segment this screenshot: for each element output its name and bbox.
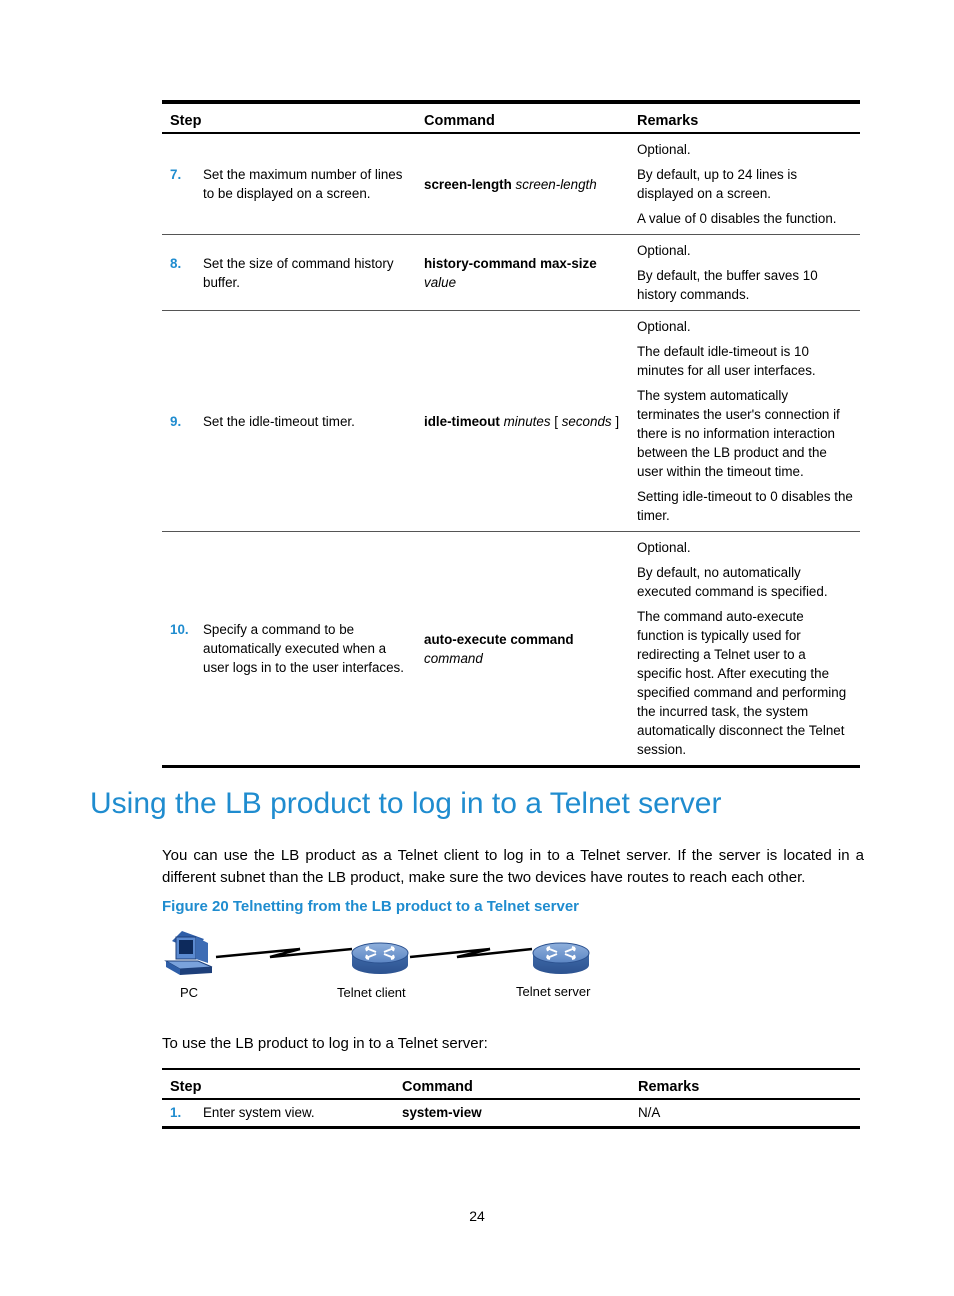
command-cell bbox=[416, 133, 629, 235]
remark-text: By default, no automatically executed command is specified. bbox=[637, 565, 828, 599]
router-icon bbox=[352, 943, 408, 974]
remarks-cell bbox=[629, 311, 860, 532]
step-description: Set the idle-timeout timer. bbox=[203, 413, 355, 429]
serial-link bbox=[410, 949, 532, 957]
command-cell bbox=[416, 235, 629, 311]
remark-text: By default, the buffer saves 10 history commands. bbox=[637, 268, 818, 302]
figure-caption: Figure 20 Telnetting from the LB product to a Telnet server bbox=[162, 898, 579, 915]
table-row bbox=[162, 235, 860, 311]
table-row bbox=[162, 1099, 860, 1127]
remark-text: Setting idle-timeout to 0 disables the timer. bbox=[637, 489, 853, 523]
command-keyword: system-view bbox=[402, 1105, 482, 1121]
command-argument: minutes bbox=[503, 413, 551, 429]
command-cell bbox=[394, 1099, 630, 1127]
command-keyword: screen-length bbox=[424, 176, 512, 192]
command-cell bbox=[416, 532, 629, 767]
header-command: Command bbox=[416, 102, 629, 133]
remark-text: The default idle-timeout is 10 minutes for all user interfaces. bbox=[637, 344, 816, 378]
step-cell bbox=[162, 311, 416, 532]
step-cell bbox=[162, 133, 416, 235]
command-cell bbox=[416, 311, 629, 532]
procedure-intro: To use the LB product to log in to a Telnet server: bbox=[162, 1035, 488, 1052]
pc-label: PC bbox=[180, 985, 199, 1000]
remark-text: Optional. bbox=[637, 319, 691, 334]
table-header-row bbox=[162, 1069, 860, 1099]
table-row bbox=[162, 311, 860, 532]
header-step: Step bbox=[162, 1069, 394, 1099]
table-header-row bbox=[162, 102, 860, 133]
step-cell bbox=[162, 1099, 394, 1127]
optional-close-bracket: ] bbox=[615, 413, 620, 429]
step-description: Set the maximum number of lines to be displayed on a screen. bbox=[203, 167, 403, 201]
table-row bbox=[162, 133, 860, 235]
step-description: Enter system view. bbox=[203, 1105, 315, 1121]
remark-text: The system automatically terminates the user's connection if there is no information interaction between the LB product and the user within the timeout time. bbox=[637, 388, 840, 479]
command-keyword: idle-timeout bbox=[424, 413, 500, 429]
remark-text: N/A bbox=[638, 1105, 661, 1121]
config-steps-table bbox=[162, 100, 860, 768]
section-heading: Using the LB product to log in to a Telnet server bbox=[90, 787, 722, 820]
step-number: 10. bbox=[170, 622, 189, 637]
remark-text: A value of 0 disables the function. bbox=[637, 211, 837, 226]
command-argument: seconds bbox=[561, 413, 612, 429]
remark-text: By default, up to 24 lines is displayed on a screen. bbox=[637, 167, 798, 201]
step-number: 9. bbox=[170, 413, 182, 429]
command-argument: screen-length bbox=[515, 176, 597, 192]
remark-text: Optional. bbox=[637, 540, 691, 555]
step-description: Set the size of command history buffer. bbox=[203, 255, 394, 290]
command-argument: value bbox=[424, 274, 457, 290]
command-keyword: history-command max-size bbox=[424, 255, 597, 271]
header-step: Step bbox=[162, 102, 416, 133]
remark-text: Optional. bbox=[637, 243, 691, 258]
remark-text: Optional. bbox=[637, 142, 691, 157]
step-number: 8. bbox=[170, 255, 182, 271]
page-number: 24 bbox=[469, 1208, 485, 1224]
optional-open-bracket: [ bbox=[554, 413, 558, 429]
telnet-client-label: Telnet client bbox=[337, 985, 406, 1000]
remarks-cell bbox=[629, 133, 860, 235]
remarks-cell bbox=[630, 1099, 860, 1127]
network-diagram bbox=[160, 925, 620, 1010]
command-argument: command bbox=[424, 650, 483, 666]
remark-text: The command auto-execute function is typically used for redirecting a Telnet user to a specific host. After executing the specified command and performing the incurred task, the system automatically disconnect the Telnet session. bbox=[637, 609, 847, 757]
header-remarks: Remarks bbox=[630, 1069, 860, 1099]
login-steps-table bbox=[162, 1068, 860, 1129]
remarks-cell bbox=[629, 532, 860, 767]
step-number: 7. bbox=[170, 167, 182, 182]
serial-link bbox=[216, 949, 352, 957]
pc-icon bbox=[166, 931, 212, 975]
step-cell bbox=[162, 532, 416, 767]
intro-paragraph: You can use the LB product as a Telnet client to log in to a Telnet server. If the server is located in a different subnet than the LB product, make sure the two devices have routes to reach each other. bbox=[162, 847, 864, 886]
remarks-cell bbox=[629, 235, 860, 311]
router-icon bbox=[533, 943, 589, 974]
step-description: Specify a command to be automatically executed when a user logs in to the user interfaces. bbox=[203, 622, 404, 675]
command-keyword: auto-execute command bbox=[424, 631, 574, 647]
step-cell bbox=[162, 235, 416, 311]
table-row bbox=[162, 532, 860, 767]
header-remarks: Remarks bbox=[629, 102, 860, 133]
step-number: 1. bbox=[170, 1105, 182, 1121]
telnet-server-label: Telnet server bbox=[516, 984, 591, 999]
header-command: Command bbox=[394, 1069, 630, 1099]
